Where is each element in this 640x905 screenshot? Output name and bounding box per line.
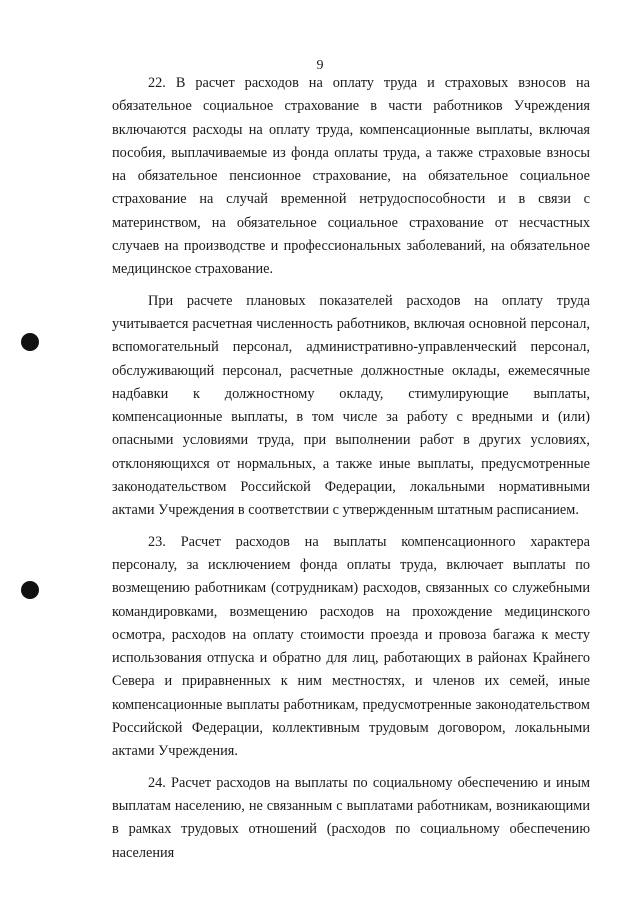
punch-hole-mark [21,581,39,599]
paragraph-24: 24. Расчет расходов на выплаты по социальному обеспечению и иным выплатам населению, не связанным с выплатами работникам, возникающими в рамках трудовых отношений (расходов по социальному обеспечению населения [112,774,590,861]
paragraph-23: 23. Расчет расходов на выплаты компенсационного характера персоналу, за исключением фонда оплаты труда, включает выплаты по возмещению работникам (сотрудникам) расходов, связанных со служебными командировками, возмещению расходов на прохождение медицинского осмотра, расходов на оплату стоимости проезда и провоза багажа к месту использования отпуска и обратно для лиц, работающих в районах Крайнего Севера и приравненных к ним местностях, и членов их семей, иные компенсационные выплаты работникам, предусмотренные законодательством Российской Федерации, коллективным трудовым договором, локальными актами Учреждения. [112,533,590,760]
paragraph-22-continued: При расчете плановых показателей расходов на оплату труда учитывается расчетная численность работников, включая основной персонал, вспомогательный персонал, административно-управленческий персонал, обслуживающий персонал, расчетные должностные оклады, ежемесячные надбавки к должностному окладу, стимулирующие выплаты, компенсационные выплаты, в том числе за работу с вредными и (или) опасными условиями труда, при выполнении работ в других условиях, отклоняющихся от нормальных, а также иные выплаты, предусмотренные законодательством Российской Федерации, локальными нормативными актами Учреждения в соответствии с утвержденным штатным расписанием. [112,292,590,519]
page-number: 9 [316,58,324,73]
document-body [112,72,590,873]
paragraph-22: 22. В расчет расходов на оплату труда и страховых взносов на обязательное социальное страхование в части работников Учреждения включаются расходы на оплату труда, компенсационные выплаты, включая пособия, выплачиваемые из фонда оплаты труда, а также страховые взносы на обязательное пенсионное страхование, на обязательное социальное страхование на случай временной нетрудоспособности и в связи с материнством, на обязательное социальное страхование от несчастных случаев на производстве и профессиональных заболеваний, на обязательное медицинское страхование. [112,75,590,278]
punch-hole-mark [21,333,39,351]
